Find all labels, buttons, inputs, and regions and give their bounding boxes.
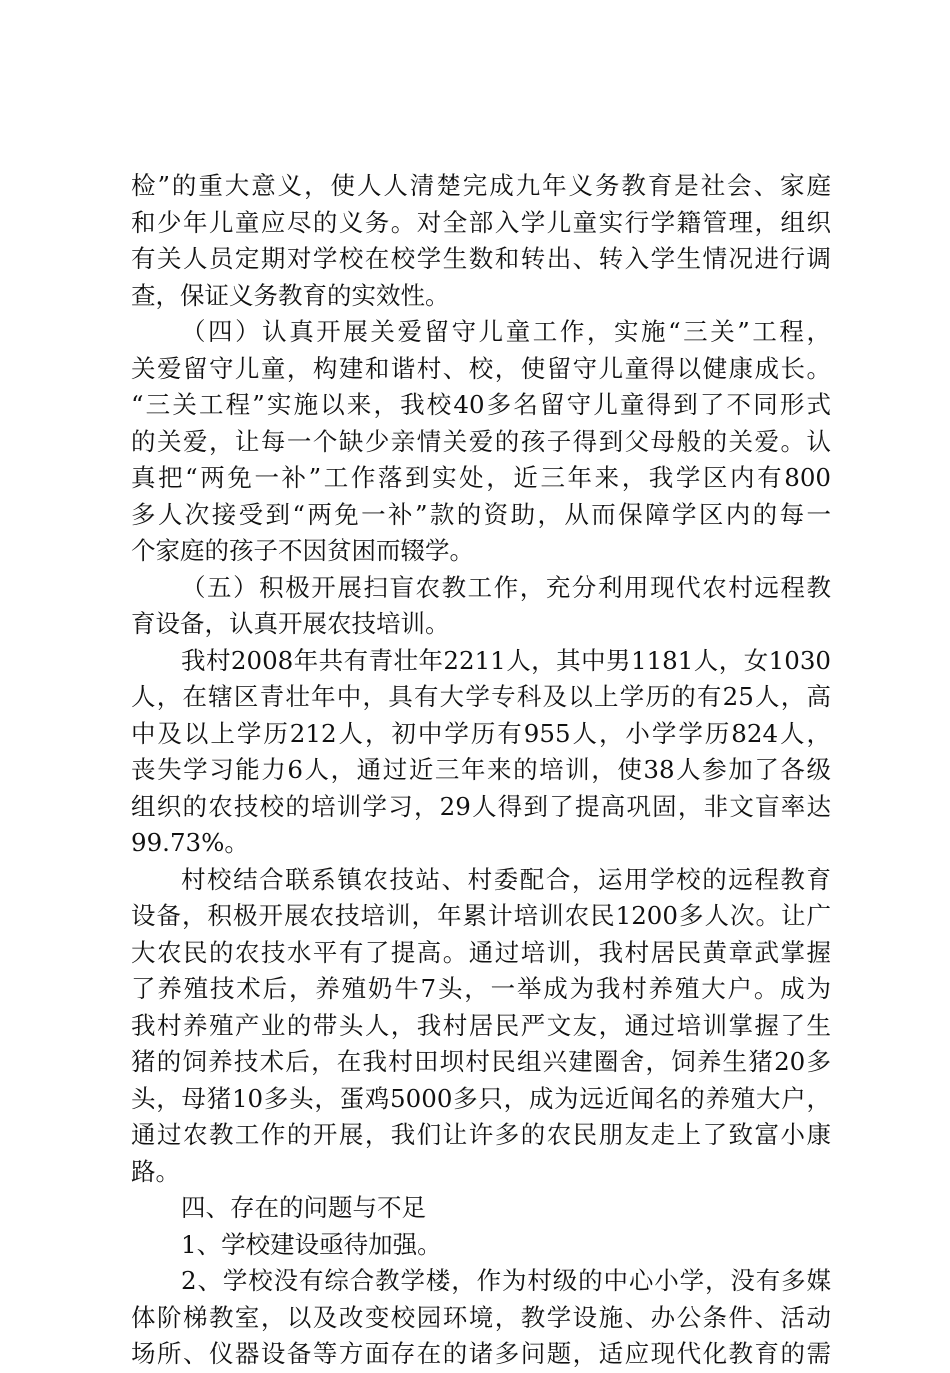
text-line: 路。 <box>131 1156 180 1186</box>
text-line: 人，在辖区青壮年中，具有大学专科及以上学历的有25人，高 <box>131 682 831 711</box>
text-line: 我村养殖产业的带头人，我村居民严文友，通过培训掌握了生 <box>131 1010 831 1040</box>
text-line: 和少年儿童应尽的义务。对全部入学儿童实行学籍管理，组织 <box>131 207 831 237</box>
text-line: 猪的饲养技术后，在我村田坝村民组兴建圈舍，饲养生猪20多 <box>131 1047 831 1076</box>
text-line: 了养殖技术后，养殖奶牛7头，一举成为我村养殖大户。成为 <box>131 974 831 1003</box>
text-line: 头，母猪10多头，蛋鸡5000多只，成为远近闻名的养殖大户， <box>131 1083 831 1113</box>
text-line: “三关工程”实施以来，我校40多名留守儿童得到了不同形式 <box>131 390 831 419</box>
text-line: 2、学校没有综合教学楼，作为村级的中心小学，没有多媒 <box>181 1266 831 1295</box>
text-line: 个家庭的孩子不因贫困而辍学。 <box>131 536 474 565</box>
text-line: 通过农教工作的开展，我们让许多的农民朋友走上了致富小康 <box>131 1120 831 1149</box>
text-line: 多人次接受到“两免一补”款的资助，从而保障学区内的每一 <box>131 499 831 529</box>
text-line: 丧失学习能力6人，通过近三年来的培训，使38人参加了各级 <box>131 755 831 784</box>
text-line: 村校结合联系镇农技站、村委配合，运用学校的远程教育 <box>181 864 831 894</box>
text-line: （四）认真开展关爱留守儿童工作，实施“三关”工程， <box>181 317 831 346</box>
text-line: 的关爱，让每一个缺少亲情关爱的孩子得到父母般的关爱。认 <box>131 426 831 456</box>
text-line: 真把“两免一补”工作落到实处，近三年来，我学区内有800 <box>131 463 831 492</box>
text-line: 设备，积极开展农技培训，年累计培训农民1200多人次。让广 <box>131 901 831 930</box>
text-line: 99.73%。 <box>131 828 249 857</box>
text-line: 大农民的农技水平有了提高。通过培训，我村居民黄章武掌握 <box>131 937 831 967</box>
document-body <box>131 168 831 1373</box>
text-line: 中及以上学历212人，初中学历有955人，小学学历824人， <box>131 718 831 748</box>
text-line: 关爱留守儿童，构建和谐村、校，使留守儿童得以健康成长。 <box>131 353 831 383</box>
text-line: 1、学校建设亟待加强。 <box>181 1229 442 1259</box>
text-line: （五）积极开展扫盲农教工作，充分利用现代农村远程教 <box>181 572 831 602</box>
text-line: 场所、仪器设备等方面存在的诸多问题，适应现代化教育的需 <box>131 1339 831 1368</box>
text-line: 检”的重大意义，使人人清楚完成九年义务教育是社会、家庭 <box>131 171 831 200</box>
text-line: 我村2008年共有青壮年2211人，其中男1181人，女1030 <box>181 645 831 675</box>
text-line: 有关人员定期对学校在校学生数和转出、转入学生情况进行调 <box>131 244 831 273</box>
section-heading: 四、存在的问题与不足 <box>181 1193 426 1222</box>
text-line: 组织的农技校的培训学习，29人得到了提高巩固，非文盲率达 <box>131 791 831 821</box>
text-line: 体阶梯教室，以及改变校园环境，教学设施、办公条件、活动 <box>131 1302 831 1332</box>
text-line: 查，保证义务教育的实效性。 <box>131 280 450 310</box>
text-line: 育设备，认真开展农技培训。 <box>131 609 450 638</box>
